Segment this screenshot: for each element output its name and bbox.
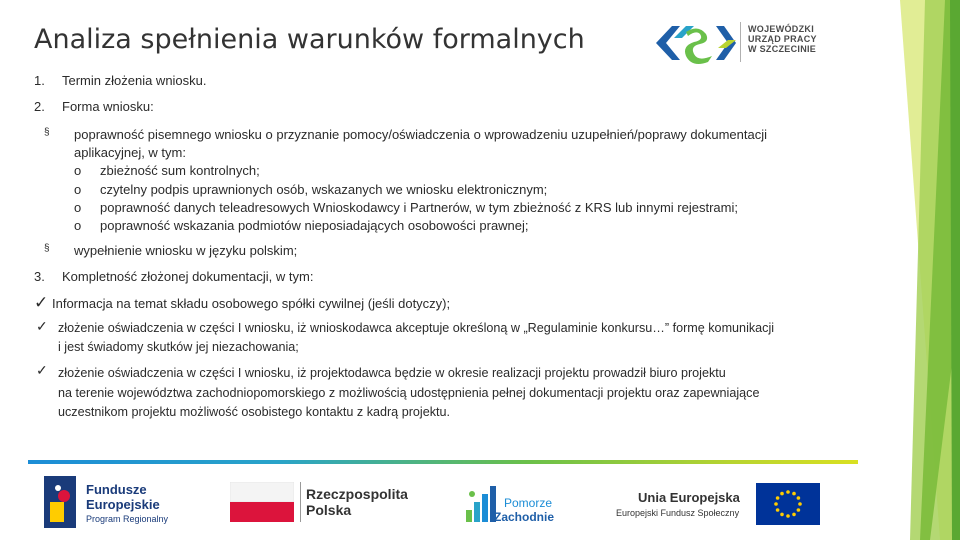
check-item: i jest świadomy skutków jej niezachowania; xyxy=(58,340,299,354)
sub-item: poprawność wskazania podmiotów nieposiadających osobowości prawnej; xyxy=(100,218,529,233)
check-item: złożenie oświadczenia w części I wniosku, iż projektodawca będzie w okresie realizacji projektu prowadził biuro projektu xyxy=(58,366,726,380)
fe-line3: Program Regionalny xyxy=(86,514,169,524)
ue-line1: Unia Europejska xyxy=(638,490,740,505)
item-text: Kompletność złożonej dokumentacji, w tym: xyxy=(62,269,314,284)
item-number: 2. xyxy=(34,99,45,114)
fe-line2: Europejskie xyxy=(86,497,160,512)
brand-line: W SZCZECINIE xyxy=(748,44,817,54)
sub-item: czytelny podpis uprawnionych osób, wskazanych we wniosku elektronicznym; xyxy=(100,182,548,197)
bullet-text: wypełnienie wniosku w języku polskim; xyxy=(74,243,298,258)
check-icon: ✓ xyxy=(36,362,48,378)
sub-item: zbieżność sum kontrolnych; xyxy=(100,163,260,178)
check-item: złożenie oświadczenia w części I wniosku, iż wnioskodawca akceptuje określoną w „Regulaminie konkursu…” formę komunikacji xyxy=(58,321,775,335)
rp-line2: Polska xyxy=(306,502,352,518)
pz-line1: Pomorze xyxy=(504,496,553,510)
pomorze-zachodnie-icon xyxy=(462,480,498,526)
footer-divider xyxy=(28,460,858,464)
check-item: uczestnikom projektu możliwość osobistego kontaktu z kadrą projektu. xyxy=(58,405,450,419)
funding-logos xyxy=(0,470,880,540)
brand-line: WOJEWÓDZKI xyxy=(748,24,814,34)
check-icon: ✓ xyxy=(34,293,49,312)
item-text: Forma wniosku: xyxy=(62,99,154,114)
poland-flag-icon xyxy=(230,482,294,522)
pz-line2: Zachodnie xyxy=(494,510,555,524)
bullet-marker: § xyxy=(44,243,50,254)
check-item: Informacja na temat składu osobowego spółki cywilnej (jeśli dotyczy); xyxy=(52,296,451,311)
item-text: Termin złożenia wniosku. xyxy=(62,73,207,88)
sub-marker: o xyxy=(74,218,82,233)
sub-marker: o xyxy=(74,200,82,215)
rp-line1: Rzeczpospolita xyxy=(306,486,408,502)
sub-marker: o xyxy=(74,163,82,178)
page-title: Analiza spełnienia warunków formalnych xyxy=(34,24,585,55)
eu-flag-icon xyxy=(756,483,820,525)
bullet-marker: § xyxy=(44,127,50,138)
sub-item: poprawność danych teleadresowych Wnioskodawcy i Partnerów, w tym zbieżność z KRS lub innymi rejestrami; xyxy=(100,200,738,215)
sub-marker: o xyxy=(74,182,82,197)
bullet-text: aplikacyjnej, w tym: xyxy=(74,145,186,160)
fundusze-europejskie-icon xyxy=(44,476,76,528)
check-icon: ✓ xyxy=(36,318,48,334)
fe-line1: Fundusze xyxy=(86,482,147,497)
item-number: 1. xyxy=(34,73,45,88)
item-number: 3. xyxy=(34,269,45,284)
brand-line: URZĄD PRACY xyxy=(748,34,817,44)
check-item: na terenie województwa zachodniopomorskiego z możliwością udostępnienia pełnej dokumentacji projektu oraz zapewniające xyxy=(58,386,760,400)
ue-line2: Europejski Fundusz Społeczny xyxy=(616,508,740,518)
rp-separator xyxy=(300,482,301,522)
bullet-text: poprawność pisemnego wniosku o przyznanie pomocy/oświadczenia o wprowadzeniu uzupełnień/poprawy dokumentacji xyxy=(74,127,768,142)
